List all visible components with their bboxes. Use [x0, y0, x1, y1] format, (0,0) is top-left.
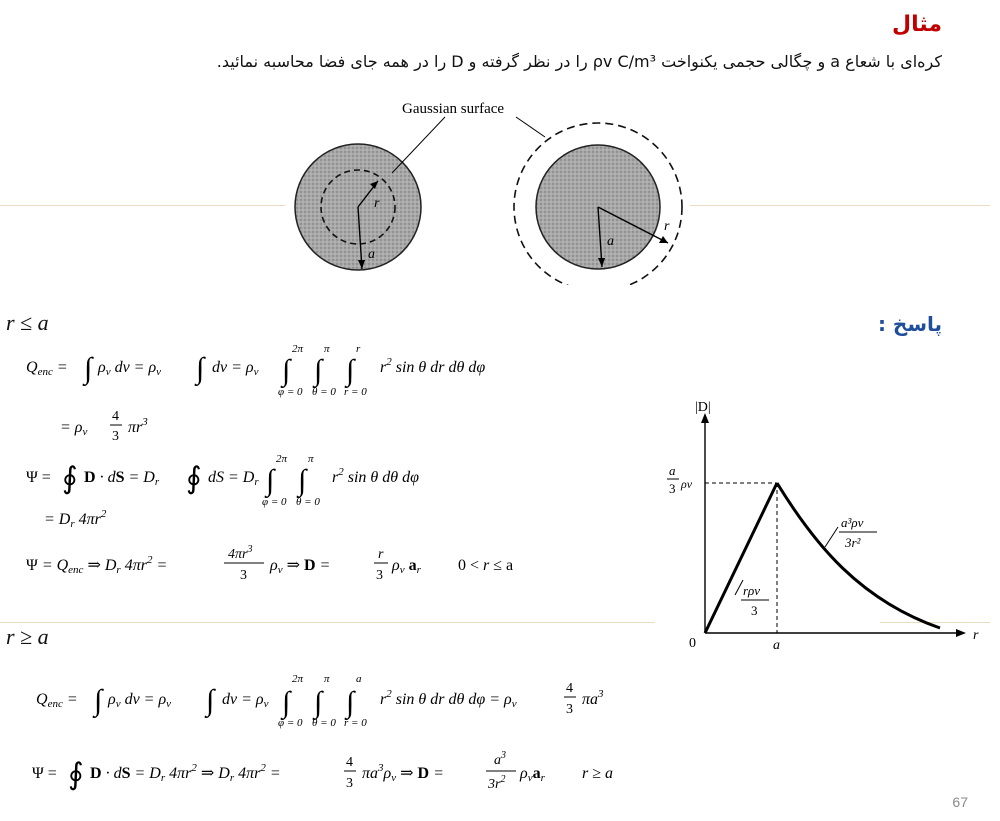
svg-text:∫: ∫ — [206, 684, 215, 717]
equations-outside — [20, 660, 660, 800]
svg-text:∫: ∫ — [84, 352, 93, 385]
svg-text:4: 4 — [346, 755, 353, 770]
svg-text:r2 sin θ dr dθ dφ = ρv: $r^2$ sin θ dr dθ dφ = ρv — [380, 688, 517, 710]
svg-text:∮: ∮ — [62, 462, 78, 495]
svg-text:r2 sin θ dr dθ dφ: $r^2$ sin θ dr dθ dφ — [380, 356, 486, 376]
svg-text:ρvar: ρvar — [520, 765, 545, 784]
origin-label: 0 — [689, 636, 696, 651]
svg-text:3: 3 — [346, 776, 353, 791]
d-field-graph — [655, 395, 985, 665]
svg-text:r2 sin θ dθ dφ: $r^2$ sin θ dθ dφ — [332, 466, 419, 486]
svg-text:Ψ = Qenc ⇒ Dr 4πr2 =: Ψ = Qenc ⇒ Dr $4\pi r^2$ = — [26, 554, 168, 576]
svg-text:r = 0: r = 0 — [344, 717, 367, 729]
svg-text:Ψ =: Ψ = — [32, 765, 57, 782]
svg-text:∫: ∫ — [196, 352, 205, 385]
outer-curve-num: a³ρv — [841, 515, 864, 530]
svg-text:2π: 2π — [292, 673, 304, 685]
svg-text:π: π — [308, 453, 314, 465]
svg-text:dv = ρv: dv = ρv — [222, 691, 269, 710]
svg-text:φ = 0: φ = 0 — [278, 386, 303, 398]
svg-text:ρv dv = ρv: ρv dv = ρv — [98, 359, 162, 378]
svg-text:Qenc =: Qenc = — [26, 359, 68, 378]
left-label-a: a — [368, 247, 375, 262]
svg-text:a3: $a^3$ — [494, 750, 506, 768]
linear-segment — [705, 483, 777, 633]
svg-text:ρv dv = ρv: ρv dv = ρv — [108, 691, 172, 710]
inner-curve-den: 3 — [751, 603, 758, 618]
svg-text:4πr3: $4\pi r^3$ — [228, 544, 253, 562]
divider-middle — [0, 622, 655, 623]
divider-right-top — [690, 205, 990, 206]
svg-text:r: r — [378, 547, 384, 562]
svg-text:Ψ =: Ψ = — [26, 469, 51, 486]
spheres-figure — [280, 95, 700, 285]
svg-text:r ≥ a: r ≥ a — [582, 765, 614, 782]
x-tick-a: a — [773, 638, 780, 653]
svg-text:∫: ∫ — [94, 684, 103, 717]
svg-text:∮: ∮ — [186, 462, 202, 495]
outer-curve-den: 3r² — [845, 535, 861, 550]
svg-text:πa3: $\pi a^3$ — [582, 688, 604, 708]
svg-text:D · dS = Dr 4πr2 ⇒ Dr 4πr2 =: D · dS = Dr $4\pi r^2$ ⇒ Dr $4\pi r^2$ = — [90, 762, 281, 784]
svg-text:4: 4 — [566, 681, 573, 696]
svg-text:r = 0: r = 0 — [344, 386, 367, 398]
svg-text:dv = ρv: dv = ρv — [212, 359, 259, 378]
equations-inside — [20, 340, 660, 600]
svg-text:π: π — [324, 343, 330, 355]
svg-text:dS = Dr: dS = Dr — [208, 469, 259, 488]
svg-text:D · dS = Dr: D · dS = Dr — [84, 469, 160, 488]
svg-text:φ = 0: φ = 0 — [278, 717, 303, 729]
svg-text:= Dr 4πr2: = Dr $4\pi r^2$ — [44, 508, 107, 530]
inner-curve-num: rρv — [743, 583, 761, 598]
svg-text:∫: ∫ — [282, 354, 291, 387]
svg-text:= ρv: = ρv — [60, 419, 88, 438]
example-title: مثال — [892, 12, 942, 37]
problem-statement: کره‌ای با شعاع a و چگالی حجمی یکنواخت ρv C/m³ را در نظر گرفته و D را در همه جای فضا محاسبه نمائید. — [216, 52, 942, 71]
svg-text:∫: ∫ — [298, 464, 307, 497]
svg-text:3: 3 — [240, 568, 247, 583]
svg-text:∫: ∫ — [282, 686, 291, 719]
svg-text:∮: ∮ — [68, 758, 84, 791]
svg-text:a: a — [356, 673, 362, 685]
peak-rho: ρv — [681, 477, 693, 491]
svg-text:∫: ∫ — [346, 354, 355, 387]
x-axis-label: r — [973, 628, 979, 643]
inverse-square-segment — [777, 483, 940, 628]
gaussian-surface-label: Gaussian surface — [402, 101, 505, 117]
condition-outside: r ≥ a — [6, 624, 49, 649]
svg-text:3: 3 — [566, 702, 573, 717]
svg-text:2π: 2π — [276, 453, 288, 465]
right-label-a: a — [607, 234, 614, 249]
peak-den: 3 — [669, 481, 676, 496]
svg-text:∫: ∫ — [314, 354, 323, 387]
svg-text:3r2: $3r^2$ — [488, 774, 506, 792]
svg-text:ρv ⇒ D =: ρv ⇒ D = — [270, 557, 331, 576]
svg-text:∫: ∫ — [266, 464, 275, 497]
left-label-r: r — [374, 196, 380, 211]
svg-text:πr3: $\pi r^3$ — [128, 416, 148, 436]
svg-text:ρv ar: ρv ar — [392, 557, 421, 576]
right-label-r: r — [664, 219, 670, 234]
svg-text:2π: 2π — [292, 343, 304, 355]
svg-text:θ = 0: θ = 0 — [312, 386, 336, 398]
svg-text:Qenc =: Qenc = — [36, 691, 78, 710]
answer-label: پاسخ : — [877, 312, 942, 336]
svg-text:φ = 0: φ = 0 — [262, 496, 287, 508]
page-number: 67 — [952, 794, 968, 810]
condition-inside: r ≤ a — [6, 310, 49, 335]
svg-text:θ = 0: θ = 0 — [312, 717, 336, 729]
svg-text:r: r — [356, 343, 361, 355]
svg-text:θ = 0: θ = 0 — [296, 496, 320, 508]
svg-text:π: π — [324, 673, 330, 685]
y-axis-label: |D| — [695, 400, 711, 415]
svg-text:πa3ρv ⇒ D =: $\pi a^3\rho v$ ⇒ D = — [362, 762, 444, 784]
svg-text:4: 4 — [112, 409, 119, 424]
peak-num: a — [669, 463, 676, 478]
svg-text:0 < r ≤ a: 0 < r ≤ a — [458, 557, 514, 574]
sphere-gauss-outside — [514, 123, 682, 285]
divider-left-top — [0, 205, 285, 206]
svg-text:∫: ∫ — [346, 686, 355, 719]
svg-text:∫: ∫ — [314, 686, 323, 719]
svg-text:3: 3 — [376, 568, 383, 583]
svg-text:3: 3 — [112, 429, 119, 444]
